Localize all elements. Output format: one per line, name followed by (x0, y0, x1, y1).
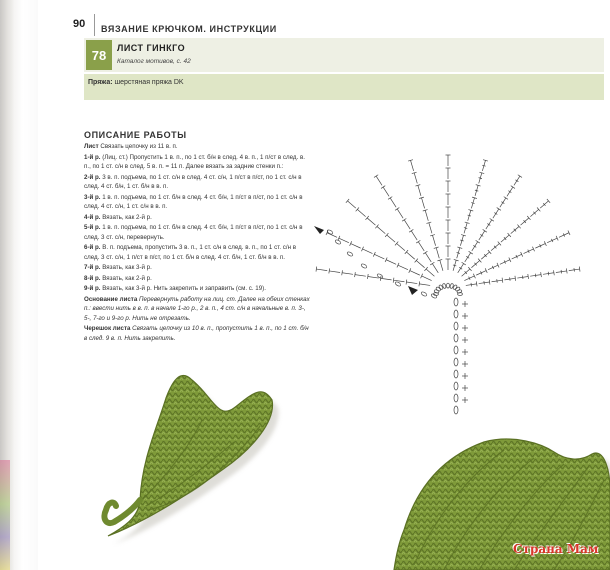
chart-stitch (409, 229, 417, 240)
chart-stitch (514, 175, 522, 186)
chart-stitch (479, 172, 485, 183)
chart-stitch (453, 259, 459, 270)
section-title: ОПИСАНИЕ РАБОТЫ (84, 130, 187, 140)
instruction-text: Перевернуть работу на лиц. ст. Далее на обеих стенках п.: ввести нить в в. п. в начале 1-го р., 2 в. п., 4 ст. с/н в начальные в. п. 3-, 5-, 7-го и 9-го р. Нить не отрезать. (84, 295, 310, 322)
chart-stitch (446, 194, 451, 205)
motif-number-badge: 78 (86, 40, 112, 70)
instruction-text: (Лиц. ст.) Пропустить 1 в. п., по 1 ст. б/н в след. 4 в. п., 1 п/ст в след. в. п., по 1 ст. с/н в след. 5 в. п. = 11 п. Далее вязать за задние стенки п.: (84, 153, 305, 170)
instruction-label: Черешок листа (84, 325, 131, 333)
chart-stitch (530, 208, 540, 217)
chart-stitch (488, 263, 499, 270)
instruction-text: В. п. подъема, пропустить 3 в. п., 1 ст. с/н в след. в. п., по 1 ст. с/н в след. 3 ст. с/н, 1 п/ст в п/ст, по 1 ст. б/н в след. 4 ст. б/н, 1 ст. б/н в в. п. (84, 244, 297, 261)
chart-stitch (395, 242, 405, 251)
chart-stitch (475, 185, 481, 196)
chart-stitch (464, 274, 475, 281)
chart-stitch (559, 230, 570, 237)
chain-stitch (421, 291, 428, 297)
chart-stitch (535, 241, 546, 248)
chart-stitch (458, 262, 466, 273)
chart-stitch (446, 233, 451, 244)
chart-stitch (338, 236, 349, 243)
chart-stitch (457, 247, 463, 258)
chart-stitch (409, 268, 420, 275)
instruction-text: Вязать, как 2-й р. (100, 274, 152, 282)
chart-stitch (419, 281, 430, 286)
chart-stitch (361, 247, 372, 254)
chart-stitch (375, 225, 385, 234)
chart-stitch (517, 274, 528, 279)
instruction-label: 9-й р. (84, 285, 101, 293)
chart-stitch (569, 267, 580, 272)
chart-stitch (468, 210, 474, 221)
instruction-text: Связать цепочку из 11 в. п. (98, 143, 178, 150)
chart-stitch (472, 240, 480, 251)
chart-stitch (426, 222, 431, 233)
watermark-logo: Страна Мам (513, 542, 599, 556)
instruction-row (84, 142, 310, 151)
chart-stitch (500, 257, 511, 264)
chart-stitch (460, 235, 466, 246)
arrow-marker-icon (314, 226, 324, 234)
chart-stitch (393, 278, 404, 283)
chart-stitch (530, 272, 541, 277)
page-number: 90 (73, 18, 86, 30)
instruction-row (84, 153, 310, 172)
chart-stitch (395, 208, 403, 219)
chart-stitch (373, 252, 384, 259)
arrow-marker-icon (314, 226, 418, 295)
chain-stitch (347, 251, 354, 257)
arrow-marker-icon (408, 286, 418, 295)
chart-stitch (430, 262, 438, 273)
instruction-text: 3 в. п. подъема, по 1 ст. с/н в след. 4 ст. с/н, 1 п/ст в п/ст, по 1 ст. с/н в след. 4 ст. б/н, 1 ст. б/н в в. п. (84, 173, 302, 190)
chart-stitch (500, 197, 508, 208)
chart-stitch (446, 246, 451, 257)
motif-catalog-ref: Каталог мотивов, с. 42 (117, 58, 191, 65)
spine-color-edge (0, 460, 10, 570)
chart-stitch (346, 199, 356, 208)
chart-stitch (430, 235, 435, 246)
chart-stitch (507, 186, 515, 197)
chart-stitch (350, 241, 361, 248)
chart-stitch (481, 250, 491, 259)
chart-stitch (356, 208, 366, 217)
single-crochet-stitch (462, 301, 468, 307)
chart-stitch (493, 208, 501, 219)
chain-stitch (395, 281, 402, 287)
chain-stitch (436, 287, 442, 292)
chain-stitch (335, 239, 342, 245)
chart-stitch (385, 233, 395, 242)
instruction-label: Лист (84, 143, 99, 150)
chart-stitch (329, 268, 340, 273)
instruction-row (84, 274, 310, 283)
instruction-row (84, 295, 310, 323)
chart-stitch (365, 216, 375, 225)
instruction-label: 4-й р. (84, 213, 101, 221)
chart-stitch (486, 219, 494, 230)
chart-stitch (511, 225, 521, 234)
instruction-row (84, 284, 310, 293)
instructions-text (84, 142, 310, 344)
chart-stitch (521, 216, 531, 225)
chart-stitch (462, 267, 472, 276)
chart-stitch (416, 240, 424, 251)
instruction-label: 1-й р. (84, 153, 101, 161)
instruction-label: 6-й р. (84, 244, 101, 252)
yarn-bar (84, 74, 604, 100)
chain-stitch (454, 310, 458, 318)
chart-stitch (423, 251, 431, 262)
instruction-text: Вязать, как 3-й р. (100, 264, 152, 272)
single-crochet-stitch (462, 313, 468, 319)
chart-stitch (388, 197, 396, 208)
chart-stitch (397, 263, 408, 270)
chain-stitch (454, 298, 458, 306)
instruction-label: 7-й р. (84, 264, 101, 272)
instruction-label: 2-й р. (84, 173, 101, 181)
chart-stitch (424, 267, 434, 276)
chart-stitch (482, 160, 488, 171)
chart-stitch (342, 270, 353, 275)
instruction-row (84, 263, 310, 272)
chart-stitch (402, 219, 410, 230)
instruction-text: Вязать, как 3-й р. Нить закрепить и заправить (см. с. 19). (100, 285, 266, 293)
chart-stitch (512, 252, 523, 259)
chain-stitch (431, 293, 438, 299)
chain-stitch (454, 334, 458, 342)
chart-stitch (381, 186, 389, 197)
running-title: ВЯЗАНИЕ КРЮЧКОМ. ИНСТРУКЦИИ (101, 24, 277, 34)
instruction-row (84, 173, 310, 192)
header-divider (94, 14, 95, 36)
single-crochet-stitch (462, 325, 468, 331)
chart-stitch (434, 247, 439, 258)
chart-stitch (476, 268, 487, 275)
photo-leaves (84, 350, 610, 570)
yarn-info (88, 79, 184, 86)
chain-stitch (454, 322, 458, 330)
chart-stitch (408, 160, 413, 171)
yarn-label: Пряжа: (88, 79, 113, 86)
instruction-row (84, 193, 310, 212)
chart-stitch (446, 155, 451, 166)
instruction-row (84, 213, 310, 222)
instruction-label: Основание листа (84, 295, 138, 303)
chart-stitch (543, 270, 554, 275)
chart-stitch (316, 267, 327, 272)
chart-stitch (446, 259, 451, 270)
chart-stitch (355, 272, 366, 277)
chart-stitch (421, 274, 432, 281)
chart-stitch (405, 250, 415, 259)
instruction-text: Вязать, как 2-й р. (100, 213, 152, 221)
instruction-text: 1 в. п. подъема, по 1 ст. б/н в след. 4 ст. б/н, 1 п/ст в п/ст, по 1 ст. с/н в след. 3 ст. с/н, перевернуть. (84, 224, 303, 241)
chart-stitch (406, 280, 417, 285)
chain-stitch (447, 283, 450, 288)
instruction-row (84, 243, 310, 262)
chart-stitch (556, 268, 567, 273)
chart-stitch (523, 247, 534, 254)
instruction-text: 1 в. п. подъема, по 1 ст. б/н в след. 4 ст. б/н, 1 п/ст в п/ст, по 1 ст. с/н в след. 4 ст. с/н, 1 ст. с/н в в. п. (84, 193, 303, 210)
chart-stitch (492, 278, 503, 283)
chart-stitch (501, 233, 511, 242)
chain-stitch (327, 229, 334, 235)
chart-stitch (374, 175, 382, 186)
instruction-row (84, 223, 310, 242)
chart-stitch (466, 281, 477, 286)
instruction-row (84, 324, 310, 343)
chart-stitch (446, 207, 451, 218)
chart-stitch (540, 199, 550, 208)
chart-stitch (464, 222, 470, 233)
chart-stitch (415, 259, 425, 268)
chart-stitch (412, 172, 417, 183)
chart-stitch (471, 259, 481, 268)
instruction-text: Связать цепочку из 10 в. п., пропустить 1 в. п., по 1 ст. б/н в след. 9 в. п. Нить закрепить. (84, 325, 309, 342)
motif-title: ЛИСТ ГИНКГО (117, 43, 186, 53)
chart-stitch (471, 197, 477, 208)
chart-stitch (491, 242, 501, 251)
chart-fan-stitches (316, 155, 580, 299)
chart-stitch (415, 185, 420, 196)
chart-stitch (423, 210, 428, 221)
chart-stitch (446, 168, 451, 179)
chart-stitch (504, 276, 515, 281)
instruction-label: 5-й р. (84, 224, 101, 232)
instruction-label: 3-й р. (84, 193, 101, 201)
chart-stitch (479, 229, 487, 240)
chart-stitch (479, 280, 490, 285)
chart-stitch (465, 251, 473, 262)
chart-stitch (446, 181, 451, 192)
single-crochet-stitch (462, 337, 468, 343)
instruction-label: 8-й р. (84, 274, 101, 282)
chart-stitch (547, 236, 558, 243)
chart-stitch (385, 257, 396, 264)
chain-stitch (361, 263, 368, 269)
chart-stitch (419, 197, 424, 208)
chart-stitch (437, 259, 442, 270)
chart-stitch (446, 220, 451, 231)
yarn-value: шерстяная пряжа DK (114, 79, 184, 86)
